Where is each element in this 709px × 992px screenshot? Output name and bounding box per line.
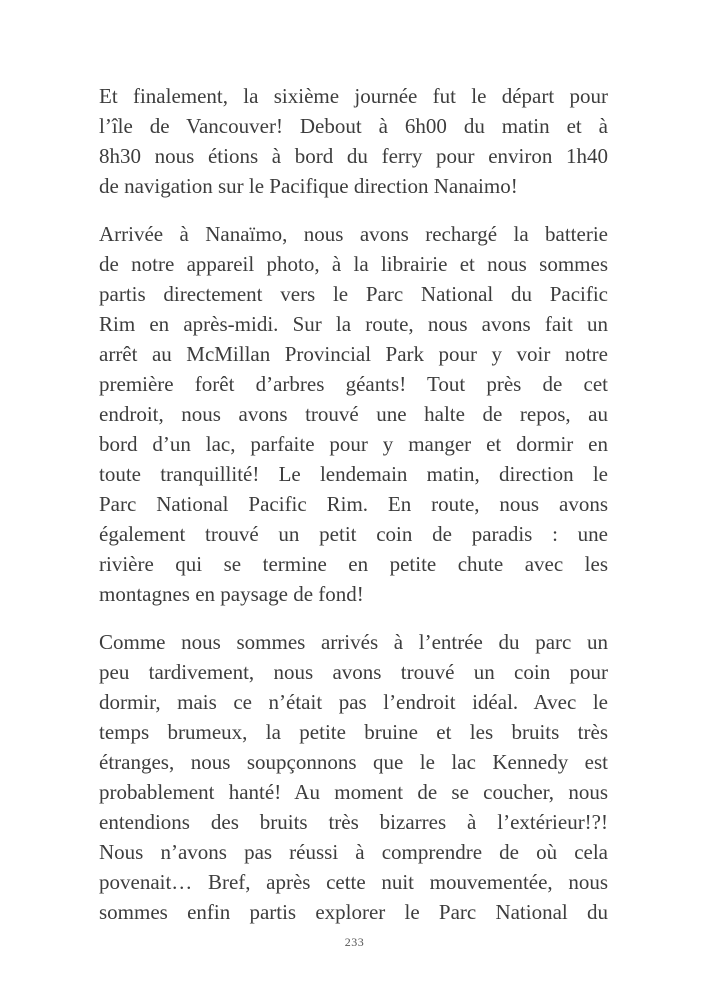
text-line: Nous n’avons pas réussi à comprendre de où cela: [99, 840, 608, 864]
text-line: partis directement vers le Parc National du Pacific: [99, 282, 608, 306]
text-line: povenait… Bref, après cette nuit mouvementée, nous: [99, 870, 608, 894]
text-line: probablement hanté! Au moment de se coucher, nous: [99, 780, 608, 804]
text-line: montagnes en paysage de fond!: [99, 582, 364, 606]
text-line: l’île de Vancouver! Debout à 6h00 du matin et à: [99, 114, 608, 138]
text-line: sommes enfin partis explorer le Parc National du: [99, 900, 608, 924]
text-line: dormir, mais ce n’était pas l’endroit idéal. Avec le: [99, 690, 608, 714]
text-line: Et finalement, la sixième journée fut le départ pour: [99, 84, 608, 108]
paragraph: [99, 219, 608, 609]
text-line: de notre appareil photo, à la librairie et nous sommes: [99, 252, 608, 276]
text-line: toute tranquillité! Le lendemain matin, direction le: [99, 462, 608, 486]
paragraph: [99, 81, 608, 201]
text-line: peu tardivement, nous avons trouvé un coin pour: [99, 660, 608, 684]
text-line: première forêt d’arbres géants! Tout près de cet: [99, 372, 608, 396]
text-line: temps brumeux, la petite bruine et les bruits très: [99, 720, 608, 744]
page-number: 233: [344, 935, 365, 949]
text-line: entendions des bruits très bizarres à l’extérieur!?!: [99, 810, 608, 834]
text-line: 8h30 nous étions à bord du ferry pour environ 1h40: [99, 144, 608, 168]
text-line: étranges, nous soupçonnons que le lac Kennedy est: [99, 750, 608, 774]
text-line: rivière qui se termine en petite chute avec les: [99, 552, 608, 576]
text-line: Arrivée à Nanaïmo, nous avons rechargé la batterie: [99, 222, 608, 246]
text-line: bord d’un lac, parfaite pour y manger et dormir en: [99, 432, 608, 456]
text-line: Comme nous sommes arrivés à l’entrée du parc un: [99, 630, 608, 654]
text-line: également trouvé un petit coin de paradis : une: [99, 522, 608, 546]
text-line: Parc National Pacific Rim. En route, nous avons: [99, 492, 608, 516]
text-line: endroit, nous avons trouvé une halte de repos, au: [99, 402, 608, 426]
text-line: Rim en après-midi. Sur la route, nous avons fait un: [99, 312, 608, 336]
paragraph: [99, 627, 608, 927]
text-line: arrêt au McMillan Provincial Park pour y voir notre: [99, 342, 608, 366]
text-block: [99, 81, 608, 945]
text-line: de navigation sur le Pacifique direction Nanaimo!: [99, 174, 518, 198]
